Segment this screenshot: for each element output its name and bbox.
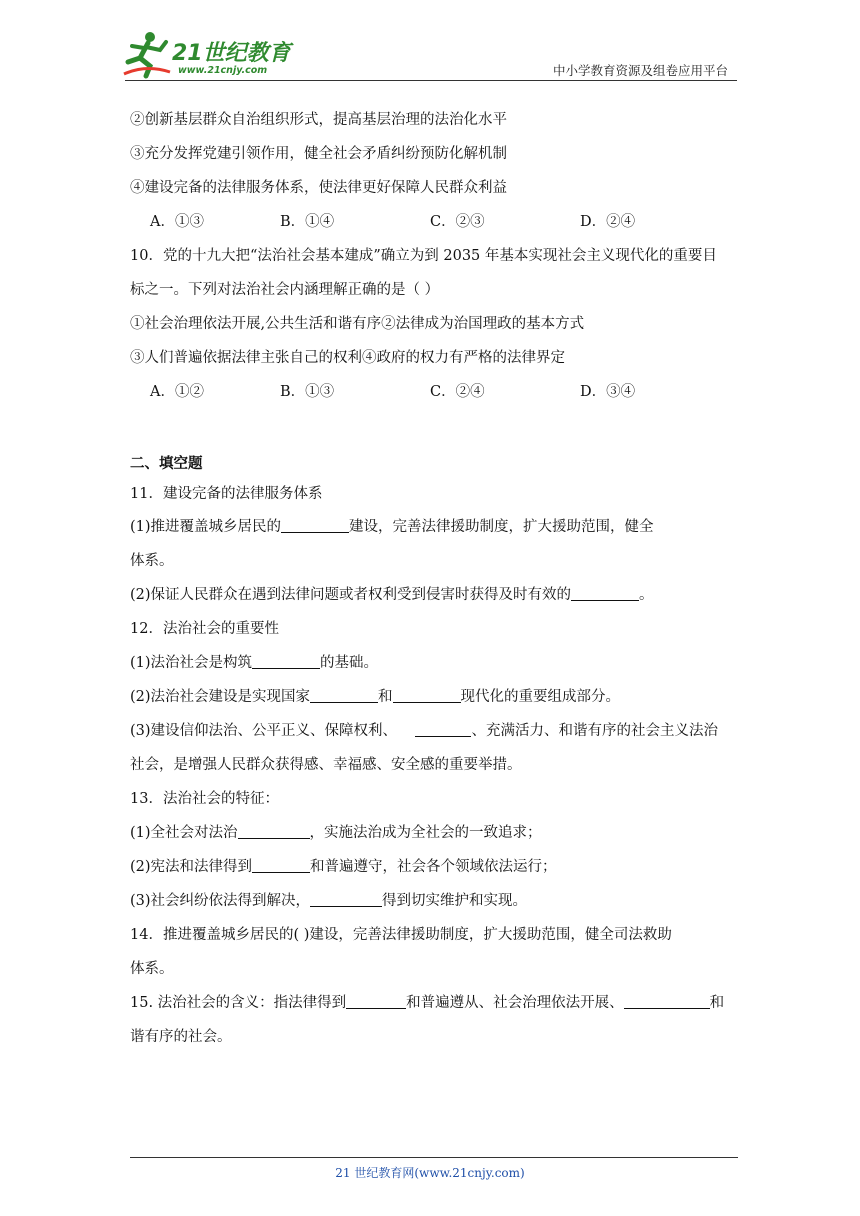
q13-blank-3[interactable] xyxy=(310,892,382,907)
section-title-fill-blank: 二、填空题 xyxy=(130,455,203,472)
q11-part2-text-b: 。 xyxy=(639,587,654,603)
q12-blank-4[interactable] xyxy=(415,722,471,737)
q9-option-c[interactable]: C．②③ xyxy=(430,214,485,230)
q13-part3 xyxy=(130,891,527,911)
q13-part2-text-b: 和普遍遵守，社会各个领域依法运行； xyxy=(310,859,557,875)
page-header xyxy=(0,0,860,90)
q12-title: 12．法治社会的重要性 xyxy=(130,621,279,637)
q15-stem xyxy=(130,993,724,1013)
platform-name: 中小学教育资源及组卷应用平台 xyxy=(552,63,728,78)
q13-part3-text-b: 得到切实维护和实现。 xyxy=(382,893,528,909)
q12-blank-2[interactable] xyxy=(310,688,378,703)
q12-part2 xyxy=(130,687,620,707)
q9-option-a[interactable]: A．①③ xyxy=(150,214,204,230)
q11-part1-cont: 体系。 xyxy=(130,553,174,569)
q13-part1-text-b: ，实施法治成为全社会的一致追求； xyxy=(309,825,542,841)
q12-blank-1[interactable] xyxy=(252,654,320,669)
q15-text-b: 和普遍遵从、社会治理依法开展、 xyxy=(406,995,624,1011)
q10-option-c[interactable]: C．②④ xyxy=(430,384,485,400)
q9-option-b[interactable]: B．①④ xyxy=(280,214,335,230)
q10-option-d[interactable]: D．③④ xyxy=(580,384,636,400)
q10-stem-line2: 标之一。下列对法治社会内涵理解正确的是（ ） xyxy=(130,282,440,298)
q11-part1-text-b: 建设，完善法律援助制度，扩大援助范围，健全 xyxy=(349,519,654,535)
q13-part1-text-a: (1)全社会对法治 xyxy=(130,825,238,841)
q10-statements-1-2: ①社会治理依法开展,公共生活和谐有序②法律成为治国理政的基本方式 xyxy=(130,316,585,332)
q15-text-c: 和 xyxy=(709,995,725,1011)
q14-stem-cont: 体系。 xyxy=(130,961,174,977)
q15-text-a: 15. 法治社会的含义：指法律得到 xyxy=(130,995,347,1011)
q10-stem-line1: 10．党的十九大把“法治社会基本建成”确立为到 2035 年基本实现社会主义现代化的重要目 xyxy=(130,248,717,264)
q15-stem-cont: 谐有序的社会。 xyxy=(130,1029,232,1045)
footer-divider xyxy=(130,1157,738,1158)
q13-blank-2[interactable] xyxy=(252,858,310,873)
q14-stem: 14．推进覆盖城乡居民的( )建设，完善法律援助制度，扩大援助范围，健全司法救助 xyxy=(130,927,672,943)
q10-option-b[interactable]: B．①③ xyxy=(280,384,335,400)
q12-part1-text-a: (1)法治社会是构筑 xyxy=(130,655,253,671)
q10-statements-3-4: ③人们普遍依据法律主张自己的权利④政府的权力有严格的法律界定 xyxy=(130,350,565,366)
runner-icon xyxy=(120,28,172,80)
q13-part2-text-a: (2)宪法和法律得到 xyxy=(130,859,253,875)
q12-part1 xyxy=(130,653,378,673)
q13-part1 xyxy=(130,823,542,843)
site-logo[interactable] xyxy=(120,28,295,80)
q11-part1 xyxy=(130,517,654,537)
q13-part2 xyxy=(130,857,557,877)
q12-part2-text-a: (2)法治社会建设是实现国家 xyxy=(130,689,311,705)
q13-title: 13．法治社会的特征： xyxy=(130,791,279,807)
q12-part3-text-b: 、充满活力、和谐有序的社会主义法治 xyxy=(471,723,718,739)
q11-title: 11．建设完备的法律服务体系 xyxy=(130,486,323,502)
q12-part3-cont: 社会，是增强人民群众获得感、幸福感、安全感的重要举措。 xyxy=(130,757,522,773)
q12-part3-text-a: (3)建设信仰法治、公平正义、保障权利、 xyxy=(130,723,398,739)
q12-part2-text-b: 和 xyxy=(378,689,393,705)
q11-part1-text-a: (1)推进覆盖城乡居民的 xyxy=(130,519,282,535)
q9-statement-2: ②创新基层群众自治组织形式，提高基层治理的法治化水平 xyxy=(130,112,507,128)
q11-part2 xyxy=(130,585,654,605)
q9-statement-3: ③充分发挥党建引领作用，健全社会矛盾纠纷预防化解机制 xyxy=(130,146,507,162)
q12-part2-text-c: 现代化的重要组成部分。 xyxy=(460,689,621,705)
q15-blank-1[interactable] xyxy=(346,994,406,1009)
q9-statement-4: ④建设完备的法律服务体系，使法律更好保障人民群众利益 xyxy=(130,180,507,196)
header-divider xyxy=(125,80,737,81)
q9-option-d[interactable]: D．②④ xyxy=(580,214,636,230)
q11-blank-1[interactable] xyxy=(281,518,349,533)
q10-option-a[interactable]: A．①② xyxy=(150,384,204,400)
q12-blank-3[interactable] xyxy=(393,688,461,703)
logo-url: www.21cnjy.com xyxy=(178,65,268,76)
q12-part1-text-b: 的基础。 xyxy=(320,655,379,671)
q12-part3 xyxy=(130,721,718,741)
logo-text: 21世纪教育 xyxy=(172,41,291,66)
q11-part2-text-a: (2)保证人民群众在遇到法律问题或者权利受到侵害时获得及时有效的 xyxy=(130,587,572,603)
q11-blank-2[interactable] xyxy=(571,586,639,601)
footer-link[interactable]: 21 世纪教育网(www.21cnjy.com) xyxy=(335,1166,525,1180)
q13-part3-text-a: (3)社会纠纷依法得到解决， xyxy=(130,893,311,909)
q13-blank-1[interactable] xyxy=(238,824,310,839)
q15-blank-2[interactable] xyxy=(624,994,710,1009)
